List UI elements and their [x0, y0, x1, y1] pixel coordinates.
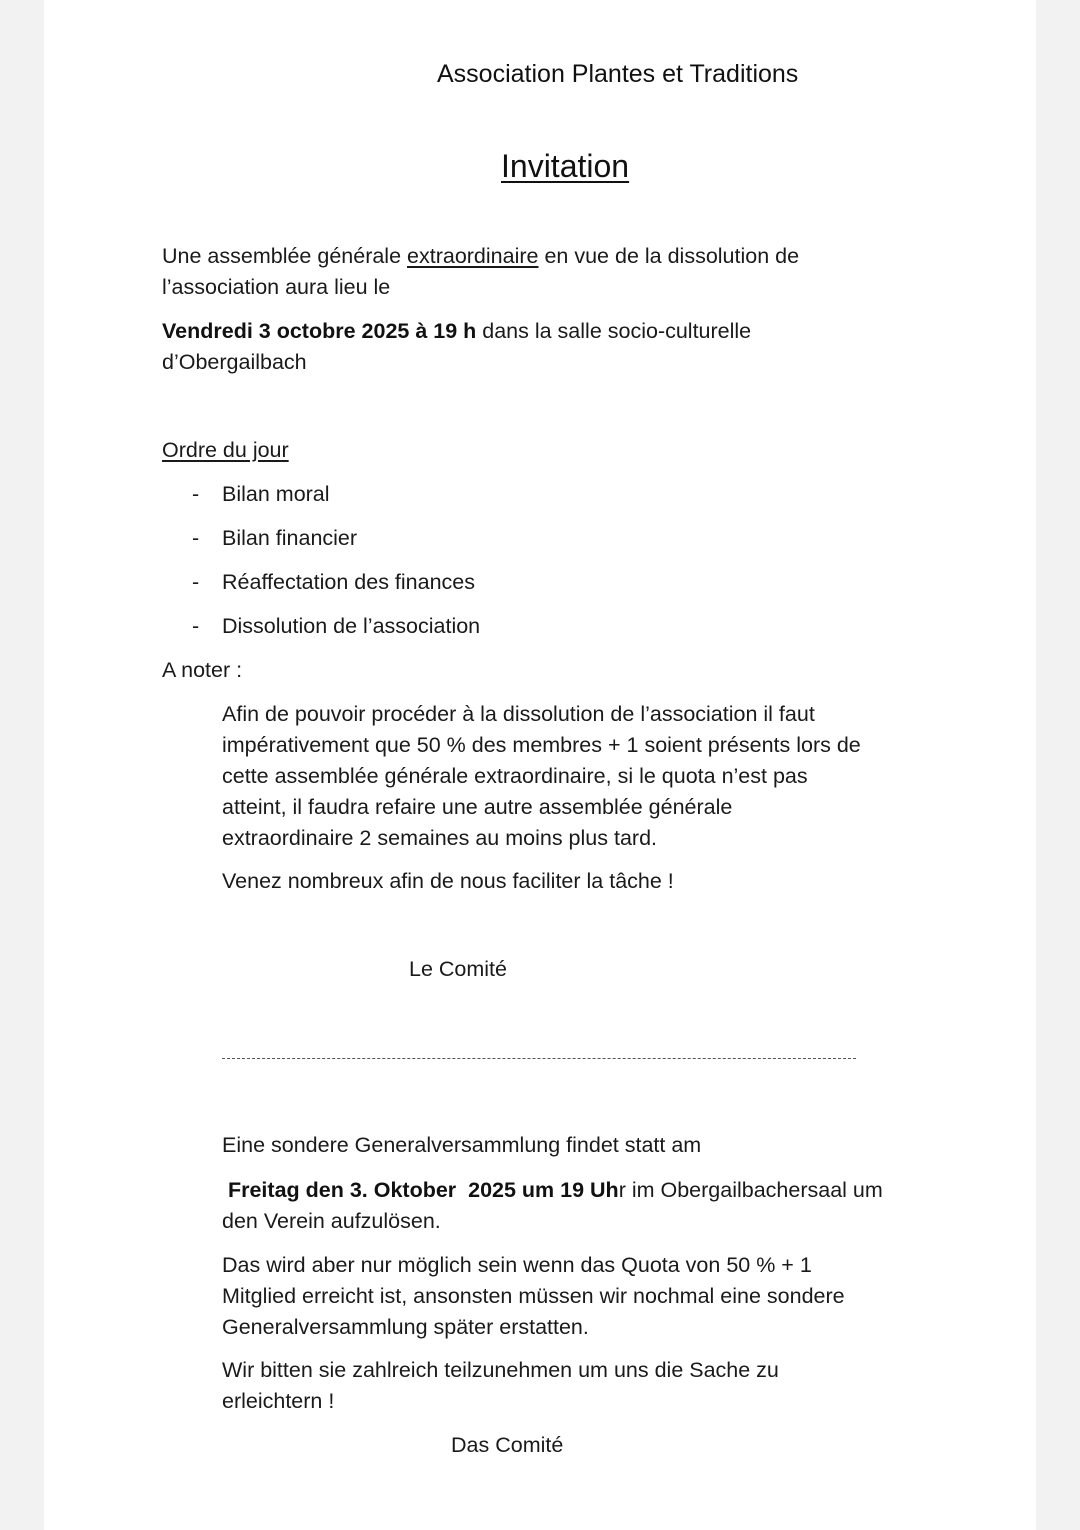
agenda-item-label: Réaffectation des finances	[222, 570, 475, 594]
german-event-location: r im Obergailbachersaal um	[618, 1178, 883, 1202]
document-title: Invitation	[501, 148, 630, 184]
agenda-item	[192, 479, 330, 510]
note-label: A noter :	[162, 658, 243, 682]
event-location: dans la salle socio-culturelle	[476, 319, 752, 343]
quota-line: Das wird aber nur möglich sein wenn das Quota von 50 % + 1	[222, 1253, 812, 1277]
note-line: impérativement que 50 % des membres + 1 soient présents lors de	[222, 733, 861, 757]
bullet-dash: -	[192, 482, 200, 506]
bullet-dash: -	[192, 570, 200, 594]
german-intro: Eine sondere Generalversammlung findet statt am	[222, 1133, 702, 1157]
agenda-item	[192, 523, 357, 554]
agenda-heading: Ordre du jour	[162, 438, 289, 462]
german-request	[222, 1355, 779, 1417]
section-separator	[222, 1058, 856, 1059]
agenda-item	[192, 611, 480, 642]
event-location-line-2: d’Obergailbach	[162, 350, 307, 374]
note-line: extraordinaire 2 semaines au moins plus tard.	[222, 826, 657, 850]
request-line: Wir bitten sie zahlreich teilzunehmen um uns die Sache zu	[222, 1358, 779, 1382]
bullet-dash: -	[192, 526, 200, 550]
quota-line: Generalversammlung später erstatten.	[222, 1315, 589, 1339]
organization-name: Association Plantes et Traditions	[437, 60, 799, 88]
event-date-bold: Vendredi 3 octobre 2025 à 19 h	[162, 319, 477, 343]
request-line: erleichtern !	[222, 1389, 335, 1413]
german-date	[222, 1175, 883, 1237]
french-intro	[162, 241, 799, 303]
call-to-action: Venez nombreux afin de nous faciliter la tâche !	[222, 869, 674, 893]
german-signature: Das Comité	[451, 1433, 564, 1457]
german-event-date-bold: Freitag den 3. Oktober 2025 um 19 Uh	[222, 1178, 619, 1202]
agenda-item-label: Bilan financier	[222, 526, 358, 550]
german-date-line-2: den Verein aufzulösen.	[222, 1209, 441, 1233]
intro-emphasis: extraordinaire	[407, 244, 539, 268]
intro-text: Une assemblée générale	[162, 244, 408, 268]
note-text	[222, 699, 861, 854]
french-date	[162, 316, 751, 378]
document-page	[44, 0, 1036, 1530]
note-line: Afin de pouvoir procéder à la dissolution de l’association il faut	[222, 702, 815, 726]
intro-line-2: l’association aura lieu le	[162, 275, 391, 299]
intro-text-cont: en vue de la dissolution de	[538, 244, 800, 268]
german-quota	[222, 1250, 845, 1343]
french-signature: Le Comité	[409, 957, 507, 981]
bullet-dash: -	[192, 614, 200, 638]
agenda-item-label: Bilan moral	[222, 482, 330, 506]
quota-line: Mitglied erreicht ist, ansonsten müssen wir nochmal eine sondere	[222, 1284, 845, 1308]
note-line: cette assemblée générale extraordinaire, si le quota n’est pas	[222, 764, 808, 788]
agenda-item-label: Dissolution de l’association	[222, 614, 481, 638]
agenda-item	[192, 567, 475, 598]
note-line: atteint, il faudra refaire une autre assemblée générale	[222, 795, 733, 819]
